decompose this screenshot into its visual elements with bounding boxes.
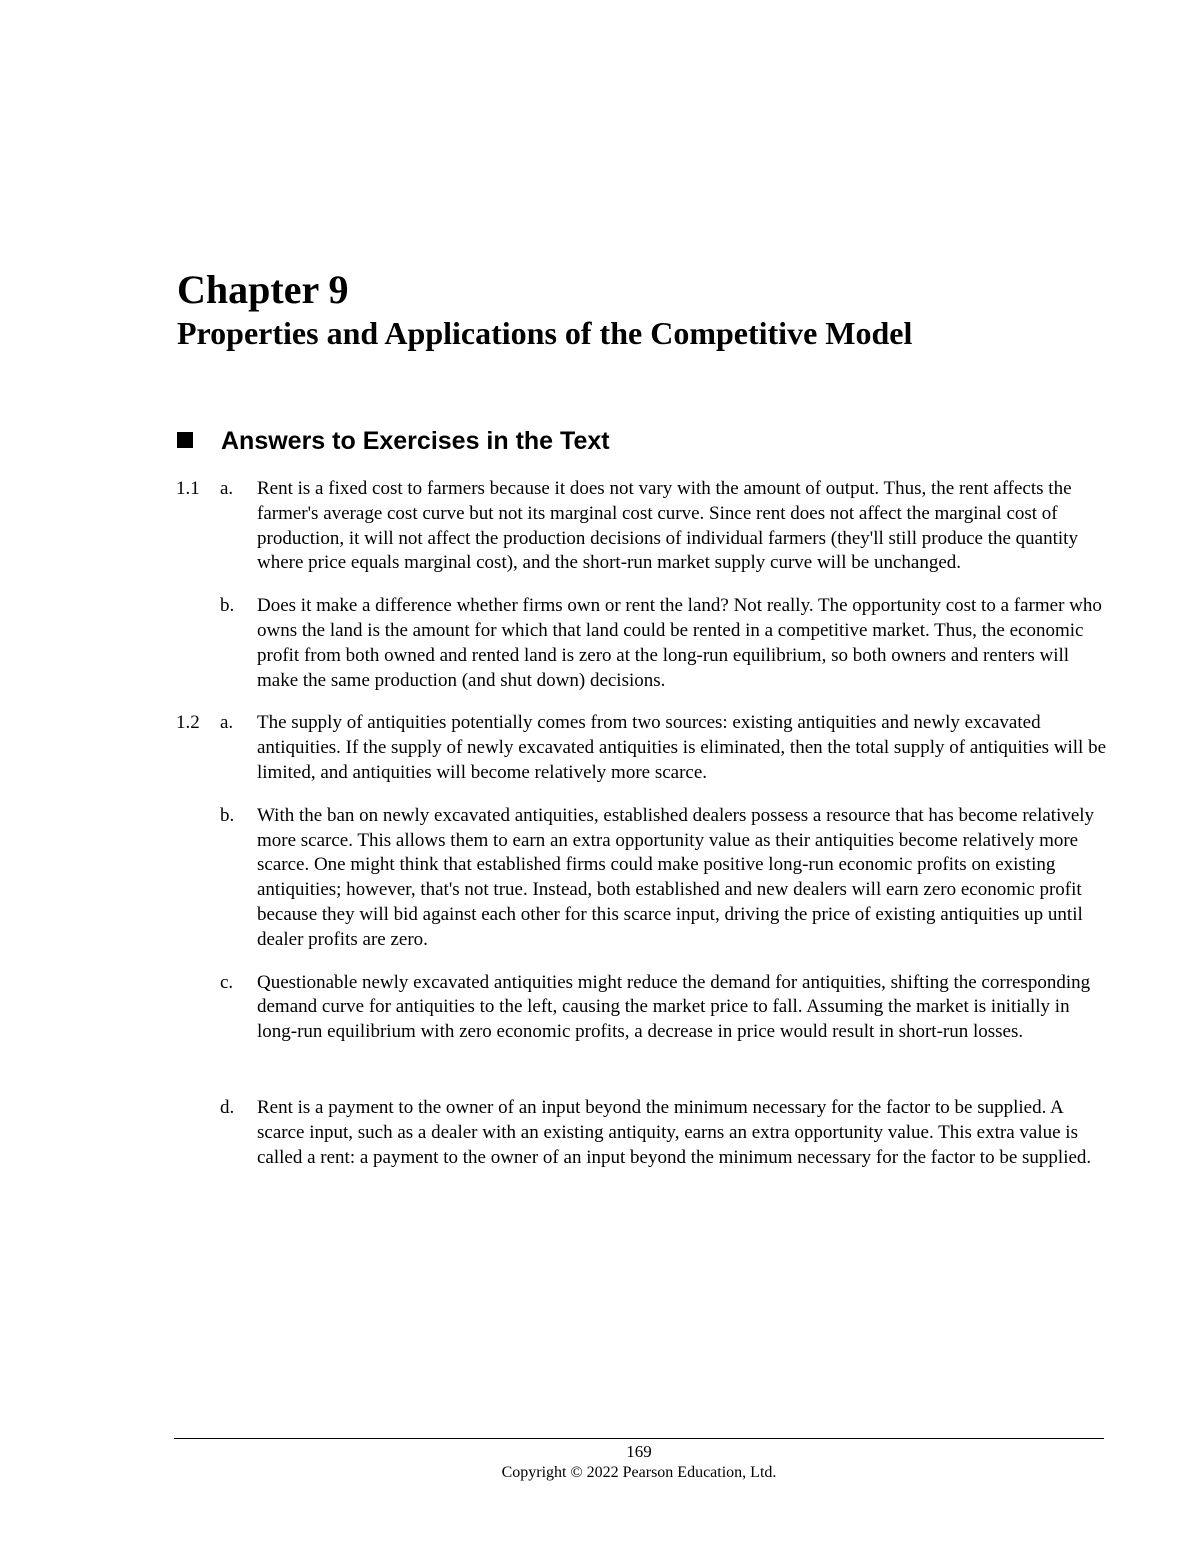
answer-text: Rent is a fixed cost to farmers because it does not vary with the amount of output. Thus, the rent affects the farmer's average cost curve but not its marginal cost curve. Since rent does not affect the marginal cost of production, it will not affect the production decisions of individual farmers (they'll still produce the quantity where price equals marginal cost), and the short-run market supply curve will be unchanged. [257,478,1078,574]
page-number: 169 [626,1442,652,1461]
answer-text: Rent is a payment to the owner of an input beyond the minimum necessary for the factor to be supplied. A scarce input, such as a dealer with an existing antiquity, earns an extra opportunity value. This extra value is called a rent: a payment to the owner of an input beyond the minimum necessary for the factor to be supplied. [257,1096,1092,1168]
section-heading [177,424,610,458]
answer-part-label: b. [220,595,235,617]
exercise-number: 1.1 [176,478,200,499]
chapter-subtitle: Properties and Applications of the Competitive Model [177,315,913,351]
section-heading-text: Answers to Exercises in the Text [221,427,610,455]
answer-1-2-a [176,711,1111,785]
answer-1-2-c [176,971,1111,1045]
answer-part-label: c. [220,971,234,993]
answer-1-1-b [176,594,1111,693]
copyright-notice: Copyright © 2022 Pearson Education, Ltd. [501,1464,777,1481]
answer-part-label: d. [220,1096,235,1118]
chapter-title: Chapter 9 [177,267,349,312]
exercise-number: 1.2 [176,712,200,734]
answer-part-label: a. [220,478,234,499]
answer-1-2-d [176,1096,1111,1170]
answers-list [176,477,1111,1188]
answer-part-label: b. [220,804,235,826]
answer-text: Questionable newly excavated antiquities might reduce the demand for antiquities, shifting the corresponding demand curve for antiquities to the left, causing the market price to fall. Assuming the market is initially in long-run equilibrium with zero economic profits, a decrease in price would result in short-run losses. [257,971,1091,1043]
answer-text: Does it make a difference whether firms own or rent the land? Not really. The opportunity cost to a farmer who owns the land is the amount for which that land could be rented in a competitive market. Thus, the economic profit from both owned and rented land is zero at the long-run equilibrium, so both owners and renters will make the same production (and shut down) decisions. [257,595,1102,691]
answer-text: The supply of antiquities potentially comes from two sources: existing antiquities and newly excavated antiquities. If the supply of newly excavated antiquities is eliminated, then the total supply of antiquities will be limited, and antiquities will become relatively more scarce. [257,712,1107,783]
answer-1-2-b [176,804,1111,953]
answer-part-label: a. [220,712,234,734]
footer-divider [174,1438,1104,1439]
answer-1-1-a [176,477,1111,576]
answer-text: With the ban on newly excavated antiquities, established dealers possess a resource that has become relatively more scarce. This allows them to earn an extra opportunity value as their antiquities become relatively more scarce. One might think that established firms could make positive long-run economic profits on existing antiquities; however, that's not true. Instead, both established and new dealers will earn zero economic profit because they will bid against each other for this scarce input, driving the price of existing antiquities up until dealer profits are zero. [257,804,1095,950]
square-bullet-icon [177,432,193,448]
